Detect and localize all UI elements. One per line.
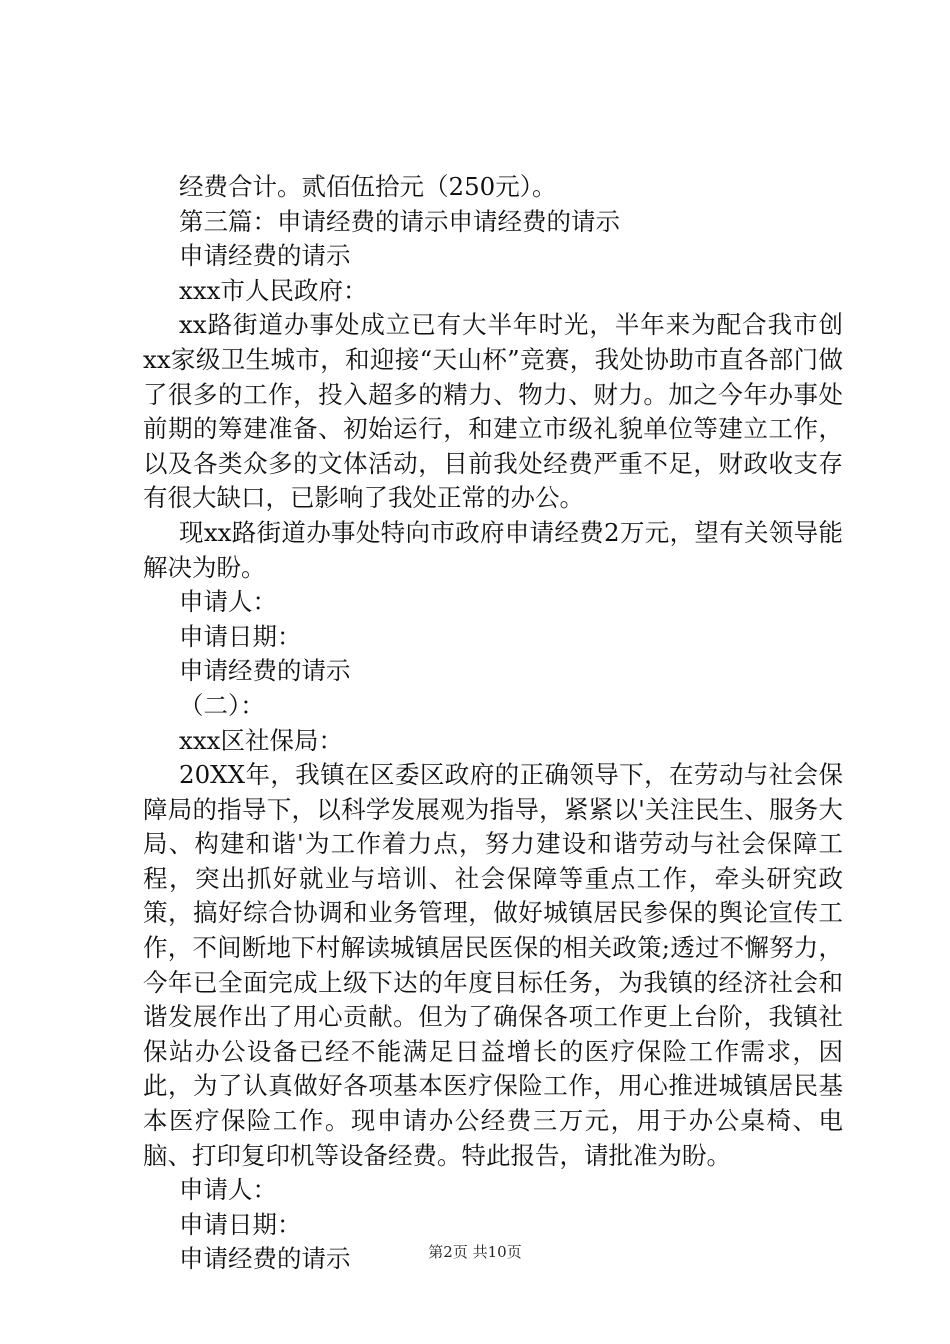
section-two-label: （二）： [179, 690, 265, 720]
applicant-label-2: 申请人： [179, 1175, 277, 1205]
date-label-2: 申请日期： [179, 1209, 302, 1239]
page-footer: 第2页 共10页 [428, 1243, 522, 1261]
total-cost-line: 经费合计。贰佰伍拾元（250元）。 [179, 172, 557, 201]
addressee-2: xxx区社保局： [179, 725, 343, 755]
part3-heading: 第三篇：申请经费的请示申请经费的请示 [179, 206, 620, 236]
body-paragraph-2: 现xx路街道办事处特向市政府申请经费2万元，望有关领导能解决为盼。 [143, 517, 843, 582]
body-paragraph-1: xx路街道办事处成立已有大半年时光，半年来为配合我市创xx家级卫生城市，和迎接“天山杯”竞赛，我处协助市直各部门做了很多的工作，投入超多的精力、物力、财力。加之今年办事处前期的筹建准备、初始运行，和建立市级礼貌单位等建立工作，以及各类众多的文体活动，目前我处经费严重不足，财政收支存有很大缺口，已影响了我处正常的办公。 [143, 310, 843, 513]
request-title-3: 申请经费的请示 [179, 1244, 351, 1274]
addressee-1: xxx市人民政府： [179, 275, 368, 305]
date-label-1: 申请日期： [179, 621, 302, 651]
request-title-2: 申请经费的请示 [179, 656, 351, 686]
body-paragraph-3: 20XX年，我镇在区委区政府的正确领导下，在劳动与社会保障局的指导下，以科学发展观为指导，紧紧以'关注民生、服务大局、构建和谐'为工作着力点，努力建设和谐劳动与社会保障工程，突出抓好就业与培训、社会保障等重点工作，牵头研究政策，搞好综合协调和业务管理，做好城镇居民参保的舆论宣传工作，不间断地下村解读城镇居民医保的相关政策;透过不懈努力，今年已全面完成上级下达的年度目标任务，为我镇的经济社会和谐发展作出了用心贡献。但为了确保各项工作更上台阶，我镇社保站办公设备已经不能满足日益增长的医疗保险工作需求，因此，为了认真做好各项基本医疗保险工作，用心推进城镇居民基本医疗保险工作。现申请办公经费三万元，用于办公桌椅、电脑、打印复印机等设备经费。特此报告，请批准为盼。 [143, 760, 843, 1170]
request-title-1: 申请经费的请示 [179, 241, 351, 271]
applicant-label-1: 申请人： [179, 587, 277, 617]
document-body [143, 170, 843, 1277]
